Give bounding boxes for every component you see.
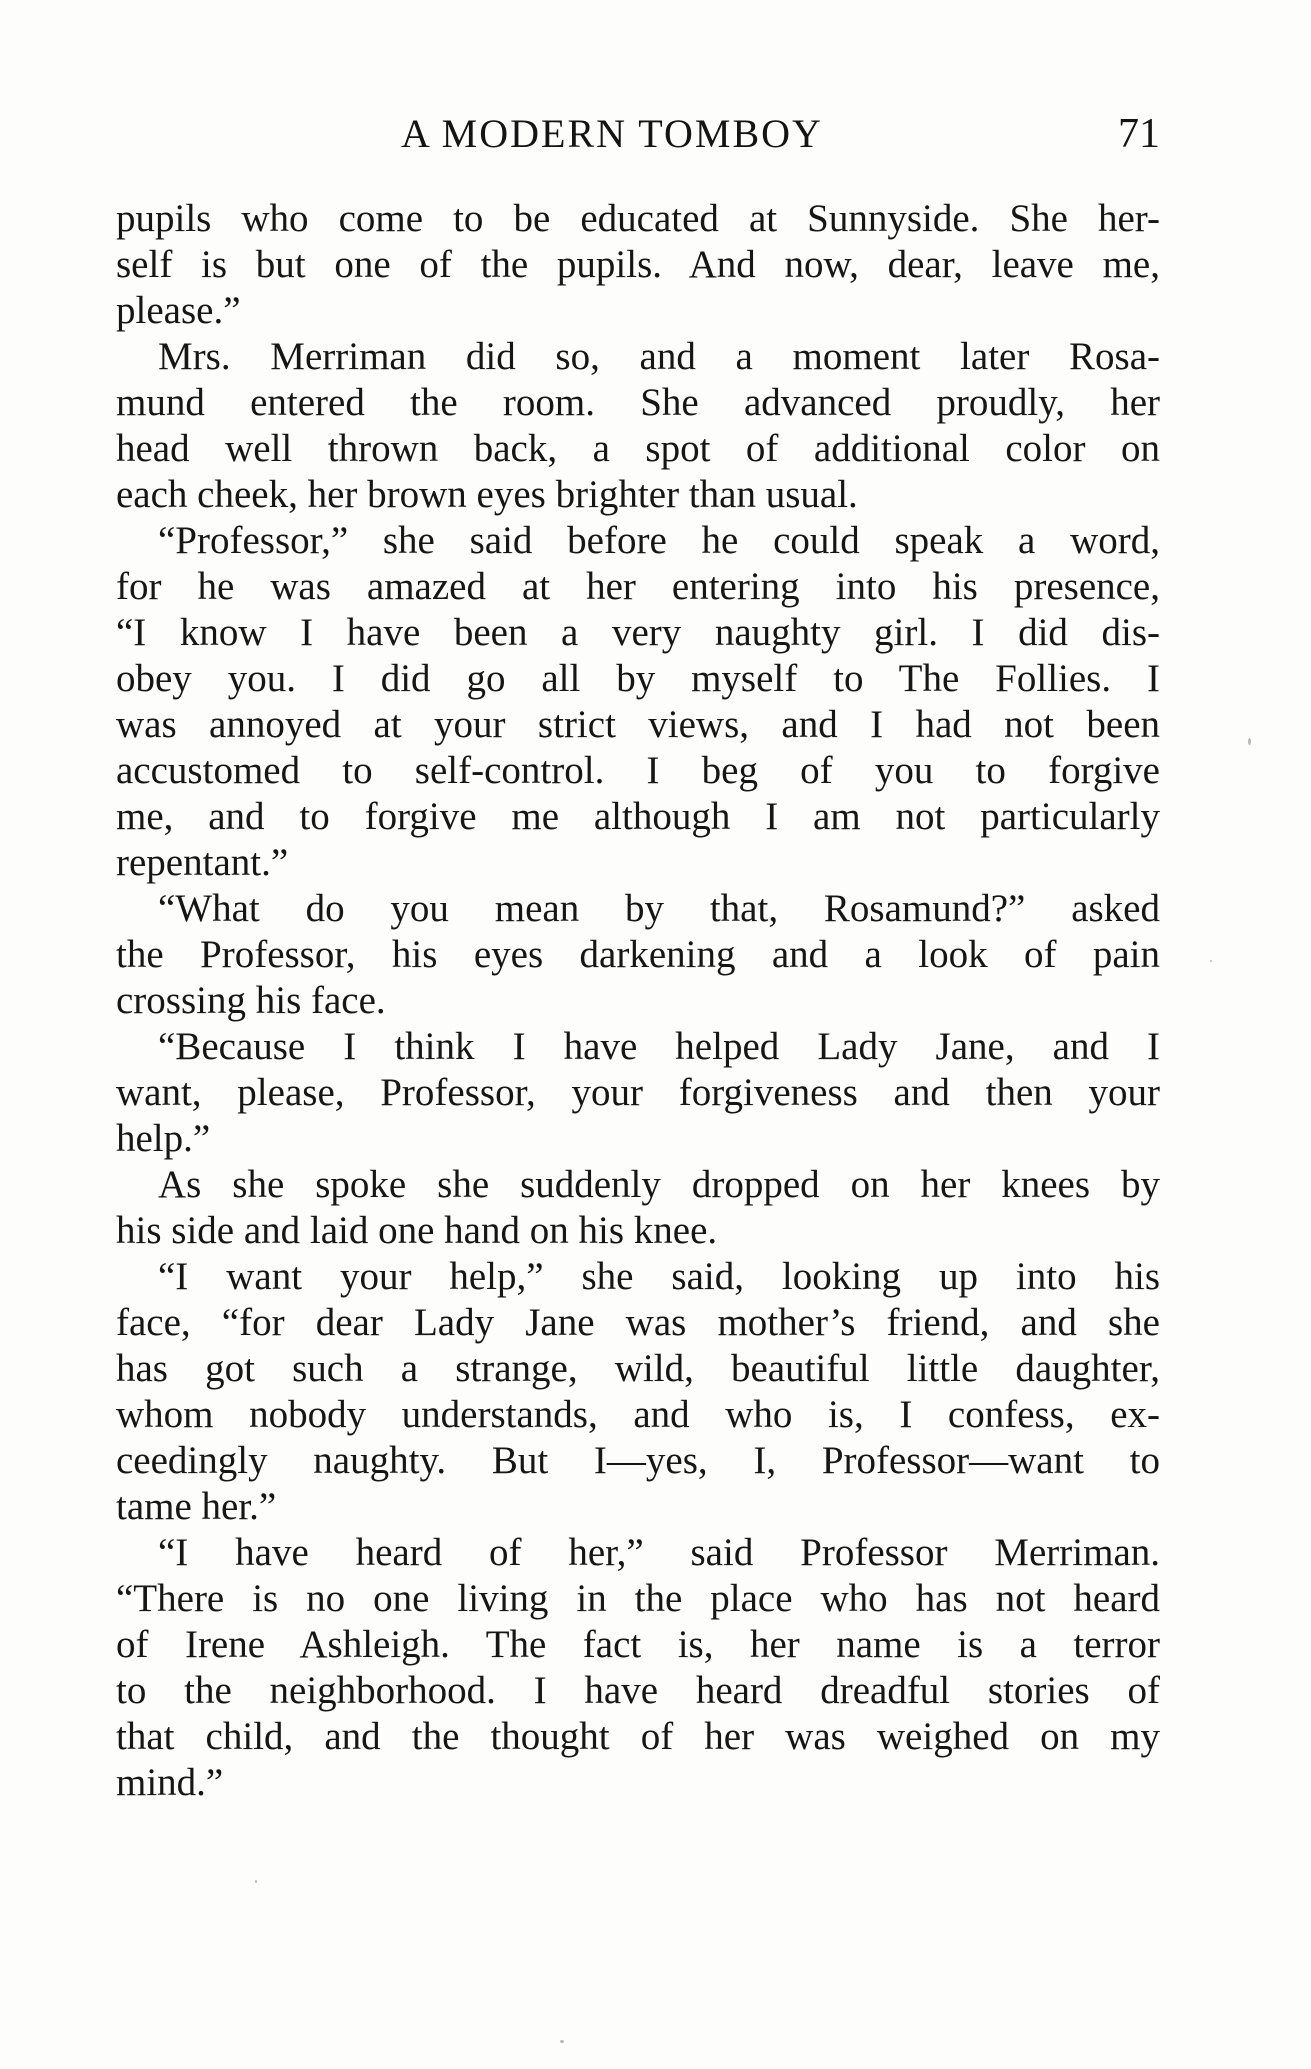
text-line: “I want your help,” she said, looking up into his (158, 1255, 1160, 1298)
text-line: of Irene Ashleigh. The fact is, her name is a terror (116, 1623, 1160, 1666)
page-number: 71 (1118, 111, 1160, 157)
text-line: “I have heard of her,” said Professor Merriman. (158, 1531, 1160, 1574)
text-line: obey you. I did go all by myself to The Follies. I (116, 657, 1160, 700)
text-line: “There is no one living in the place who has not heard (116, 1577, 1160, 1620)
text-line: repentant.” (116, 841, 289, 884)
text-line: help.” (116, 1117, 211, 1160)
text-line: was annoyed at your strict views, and I had not been (116, 703, 1160, 746)
text-line: has got such a strange, wild, beautiful little daughter, (116, 1347, 1160, 1390)
paragraph (116, 518, 1160, 886)
text-line: self is but one of the pupils. And now, dear, leave me, (116, 243, 1160, 286)
text-line: please.” (116, 289, 241, 332)
paragraph (116, 334, 1160, 518)
running-head (116, 104, 1160, 164)
paragraph (116, 886, 1160, 1024)
text-line: mind.” (116, 1761, 224, 1804)
text-line: tame her.” (116, 1485, 277, 1528)
scan-speck (1210, 960, 1212, 962)
text-line: want, please, Professor, your forgiveness and then your (116, 1071, 1160, 1114)
text-line: crossing his face. (116, 979, 386, 1022)
text-line: pupils who come to be educated at Sunnyside. She her- (116, 197, 1160, 240)
text-line: that child, and the thought of her was weighed on my (116, 1715, 1160, 1758)
paragraph (116, 1162, 1160, 1254)
text-line: accustomed to self-control. I beg of you to forgive (116, 749, 1160, 792)
body-text (116, 196, 1160, 1806)
paragraph (116, 1024, 1160, 1162)
text-line: to the neighborhood. I have heard dreadful stories of (116, 1669, 1160, 1712)
text-line: each cheek, her brown eyes brighter than usual. (116, 473, 858, 516)
text-line: whom nobody understands, and who is, I confess, ex- (116, 1393, 1160, 1436)
running-title: A MODERN TOMBOY (401, 111, 823, 156)
text-line: head well thrown back, a spot of additional color on (116, 427, 1160, 470)
text-line: “Because I think I have helped Lady Jane, and I (158, 1025, 1160, 1068)
paragraph (116, 196, 1160, 334)
scan-speck (1248, 738, 1251, 745)
scan-speck (255, 1880, 257, 1883)
text-line: mund entered the room. She advanced proudly, her (116, 381, 1160, 424)
text-line: As she spoke she suddenly dropped on her knees by (158, 1163, 1160, 1206)
paragraph (116, 1530, 1160, 1806)
text-line: me, and to forgive me although I am not particularly (116, 795, 1160, 838)
text-line: Mrs. Merriman did so, and a moment later Rosa- (158, 335, 1160, 378)
text-line: the Professor, his eyes darkening and a look of pain (116, 933, 1160, 976)
text-line: for he was amazed at her entering into his presence, (116, 565, 1160, 608)
text-line: face, “for dear Lady Jane was mother’s friend, and she (116, 1301, 1160, 1344)
text-line: ceedingly naughty. But I—yes, I, Professor—want to (116, 1439, 1160, 1482)
paragraph (116, 1254, 1160, 1530)
text-line: “What do you mean by that, Rosamund?” asked (158, 887, 1160, 930)
scan-speck (560, 2040, 564, 2043)
text-line: his side and laid one hand on his knee. (116, 1209, 718, 1252)
text-line: “I know I have been a very naughty girl. I did dis- (116, 611, 1160, 654)
text-line: “Professor,” she said before he could speak a word, (158, 519, 1160, 562)
